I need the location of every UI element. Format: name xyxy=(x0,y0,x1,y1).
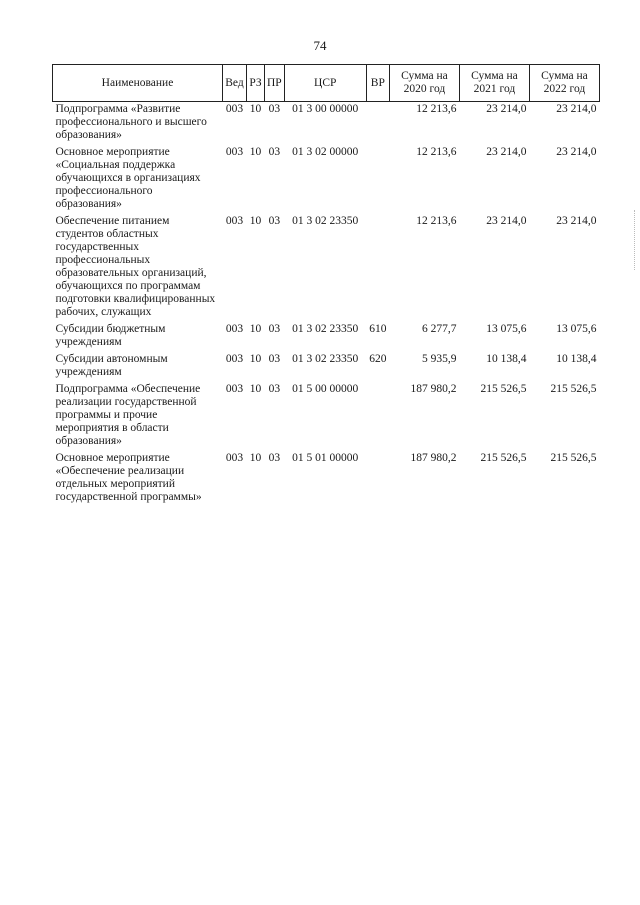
row-sum-2021: 23 214,0 xyxy=(486,103,527,115)
row-rz: 10 xyxy=(249,452,262,464)
header-sum-2020: Сумма на 2020 год xyxy=(389,65,459,102)
row-sum-2020: 187 980,2 xyxy=(410,452,457,464)
table-body xyxy=(53,102,600,508)
row-ved: 003 xyxy=(225,353,244,365)
row-pr: 03 xyxy=(268,103,281,115)
row-pr: 03 xyxy=(268,452,281,464)
table-row xyxy=(53,214,600,322)
row-sum-2022: 215 526,5 xyxy=(550,383,597,395)
row-sum-2022: 23 214,0 xyxy=(556,103,597,115)
row-ved: 003 xyxy=(225,103,244,115)
row-sum-2021: 10 138,4 xyxy=(486,353,527,365)
row-sum-2021: 13 075,6 xyxy=(486,323,527,335)
row-sum-2020: 12 213,6 xyxy=(416,103,457,115)
row-sum-2022: 23 214,0 xyxy=(556,146,597,158)
row-csr: 01 3 02 23350 xyxy=(292,353,359,365)
row-ved: 003 xyxy=(225,383,244,395)
row-name: Подпрограмма «Развитие профессионального и высшего образования» xyxy=(55,103,207,141)
row-ved: 003 xyxy=(225,323,244,335)
row-vr xyxy=(366,102,389,146)
row-name: Обеспечение питанием студентов областных государственных профессиональных образовательных организаций, обучающихся по программам подготовки квалифицированных рабочих, служащих xyxy=(55,215,216,318)
row-name: Основное мероприятие «Обеспечение реализации отдельных мероприятий государственной программы» xyxy=(55,452,202,503)
row-rz: 10 xyxy=(249,215,262,227)
row-pr: 03 xyxy=(268,323,281,335)
table-row xyxy=(53,382,600,451)
header-pr: ПР xyxy=(265,65,285,102)
row-vr xyxy=(366,145,389,214)
row-pr: 03 xyxy=(268,215,281,227)
row-pr: 03 xyxy=(268,383,281,395)
row-vr: 620 xyxy=(369,353,387,365)
row-ved: 003 xyxy=(225,215,244,227)
row-sum-2022: 215 526,5 xyxy=(550,452,597,464)
budget-table xyxy=(52,64,600,507)
row-name: Субсидии автономным учреждениям xyxy=(55,353,168,378)
row-name: Подпрограмма «Обеспечение реализации государственной программы и прочие мероприятия в области образования» xyxy=(55,383,201,447)
header-vr: ВР xyxy=(366,65,389,102)
table-row xyxy=(53,102,600,146)
header-name: Наименование xyxy=(53,65,223,102)
row-csr: 01 3 02 23350 xyxy=(292,323,359,335)
row-sum-2021: 215 526,5 xyxy=(480,452,527,464)
row-csr: 01 5 01 00000 xyxy=(292,452,359,464)
header-sum-2021: Сумма на 2021 год xyxy=(459,65,529,102)
row-rz: 10 xyxy=(249,353,262,365)
row-csr: 01 3 02 23350 xyxy=(292,215,359,227)
table-row xyxy=(53,352,600,382)
row-name: Основное мероприятие «Социальная поддержка обучающихся в организациях профессионального образования» xyxy=(55,146,201,210)
table-row xyxy=(53,451,600,507)
row-rz: 10 xyxy=(249,323,262,335)
row-sum-2020: 12 213,6 xyxy=(416,146,457,158)
row-sum-2022: 10 138,4 xyxy=(556,353,597,365)
row-sum-2022: 13 075,6 xyxy=(556,323,597,335)
table-row xyxy=(53,322,600,352)
row-sum-2020: 12 213,6 xyxy=(416,215,457,227)
row-rz: 10 xyxy=(249,383,262,395)
row-sum-2021: 215 526,5 xyxy=(480,383,527,395)
row-csr: 01 3 00 00000 xyxy=(292,103,359,115)
row-pr: 03 xyxy=(268,146,281,158)
page-number: 74 xyxy=(313,38,327,53)
row-csr: 01 5 00 00000 xyxy=(292,383,359,395)
row-rz: 10 xyxy=(249,103,262,115)
row-csr: 01 3 02 00000 xyxy=(292,146,359,158)
row-rz: 10 xyxy=(249,146,262,158)
header-csr: ЦСР xyxy=(284,65,366,102)
table-header xyxy=(53,65,600,102)
row-vr xyxy=(366,382,389,451)
row-sum-2020: 187 980,2 xyxy=(410,383,457,395)
row-sum-2022: 23 214,0 xyxy=(556,215,597,227)
row-sum-2020: 6 277,7 xyxy=(421,323,457,335)
header-ved: Вед xyxy=(223,65,247,102)
row-vr xyxy=(366,451,389,507)
row-sum-2021: 23 214,0 xyxy=(486,146,527,158)
row-name: Субсидии бюджетным учреждениям xyxy=(55,323,166,348)
row-vr xyxy=(366,214,389,322)
header-rz: РЗ xyxy=(247,65,265,102)
row-ved: 003 xyxy=(225,146,244,158)
row-sum-2021: 23 214,0 xyxy=(486,215,527,227)
row-ved: 003 xyxy=(225,452,244,464)
scan-edge-marks xyxy=(634,210,638,270)
row-pr: 03 xyxy=(268,353,281,365)
row-sum-2020: 5 935,9 xyxy=(421,353,457,365)
row-vr: 610 xyxy=(369,323,387,335)
header-sum-2022: Сумма на 2022 год xyxy=(529,65,599,102)
table-row xyxy=(53,145,600,214)
